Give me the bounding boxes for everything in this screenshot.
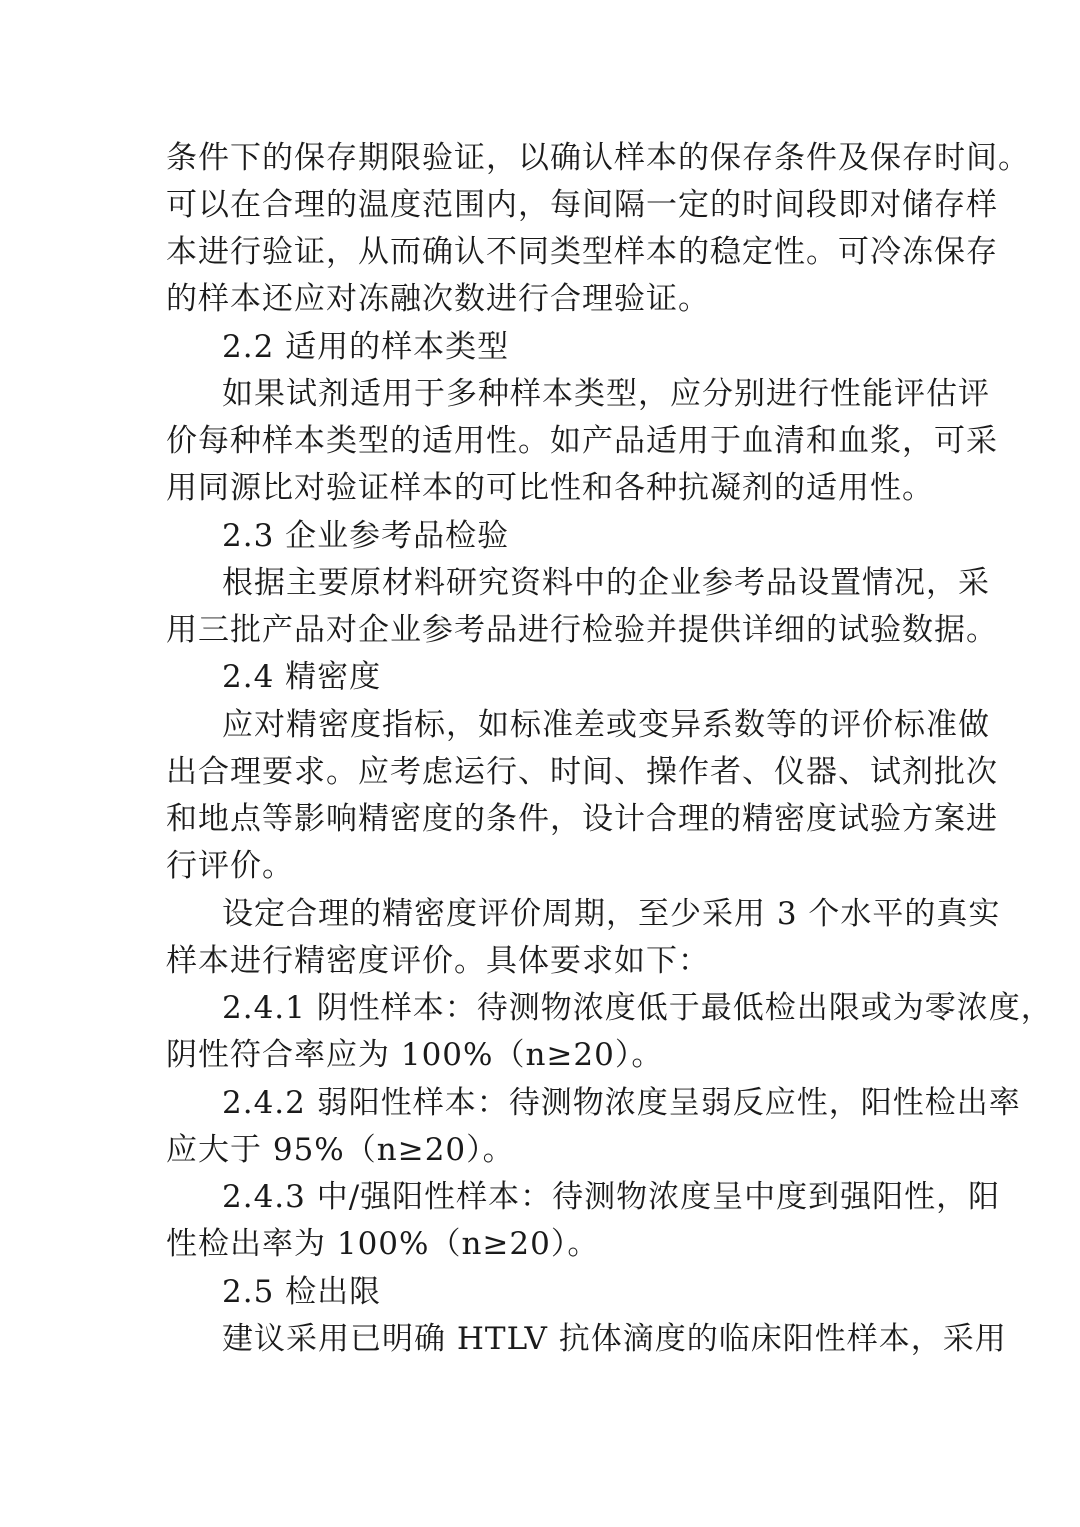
- text-line: 用同源比对验证样本的可比性和各种抗凝剂的适用性。: [166, 470, 934, 506]
- text-line: 阴性符合率应为 100%（n≥20）。: [166, 1037, 664, 1073]
- text-line: 行评价。: [166, 848, 294, 884]
- text-line: 出合理要求。应考虑运行、时间、操作者、仪器、试剂批次: [166, 754, 998, 790]
- text-line: 性检出率为 100%（n≥20）。: [166, 1226, 600, 1262]
- section-heading-2-2: 2.2 适用的样本类型: [222, 329, 510, 365]
- text-line: 条件下的保存期限验证，以确认样本的保存条件及保存时间。: [166, 140, 1030, 176]
- text-line: 建议采用已明确 HTLV 抗体滴度的临床阳性样本，采用: [222, 1321, 1007, 1357]
- text-line: 应对精密度指标，如标准差或变异系数等的评价标准做: [222, 707, 990, 743]
- text-line: 价每种样本类型的适用性。如产品适用于血清和血浆，可采: [166, 423, 998, 459]
- text-line: 可以在合理的温度范围内，每间隔一定的时间段即对储存样: [166, 187, 998, 223]
- section-heading-2-3: 2.3 企业参考品检验: [222, 518, 510, 554]
- text-line: 根据主要原材料研究资料中的企业参考品设置情况，采: [222, 565, 990, 601]
- list-item-2-4-2: 2.4.2 弱阳性样本：待测物浓度呈弱反应性，阳性检出率: [222, 1085, 1021, 1121]
- text-line: 用三批产品对企业参考品进行检验并提供详细的试验数据。: [166, 612, 998, 648]
- section-heading-2-5: 2.5 检出限: [222, 1274, 382, 1310]
- text-line: 样本进行精密度评价。具体要求如下：: [166, 943, 710, 979]
- section-heading-2-4: 2.4 精密度: [222, 659, 382, 695]
- text-line: 应大于 95%（n≥20）。: [166, 1132, 515, 1168]
- text-line: 设定合理的精密度评价周期，至少采用 3 个水平的真实: [222, 896, 1001, 932]
- text-line: 的样本还应对冻融次数进行合理验证。: [166, 281, 710, 317]
- list-item-2-4-1: 2.4.1 阴性样本：待测物浓度低于最低检出限或为零浓度，: [222, 990, 1053, 1026]
- text-line: 如果试剂适用于多种样本类型，应分别进行性能评估评: [222, 376, 990, 412]
- list-item-2-4-3: 2.4.3 中/强阳性样本：待测物浓度呈中度到强阳性，阳: [222, 1179, 1001, 1215]
- text-line: 本进行验证，从而确认不同类型样本的稳定性。可冷冻保存: [166, 234, 998, 270]
- text-line: 和地点等影响精密度的条件，设计合理的精密度试验方案进: [166, 801, 998, 837]
